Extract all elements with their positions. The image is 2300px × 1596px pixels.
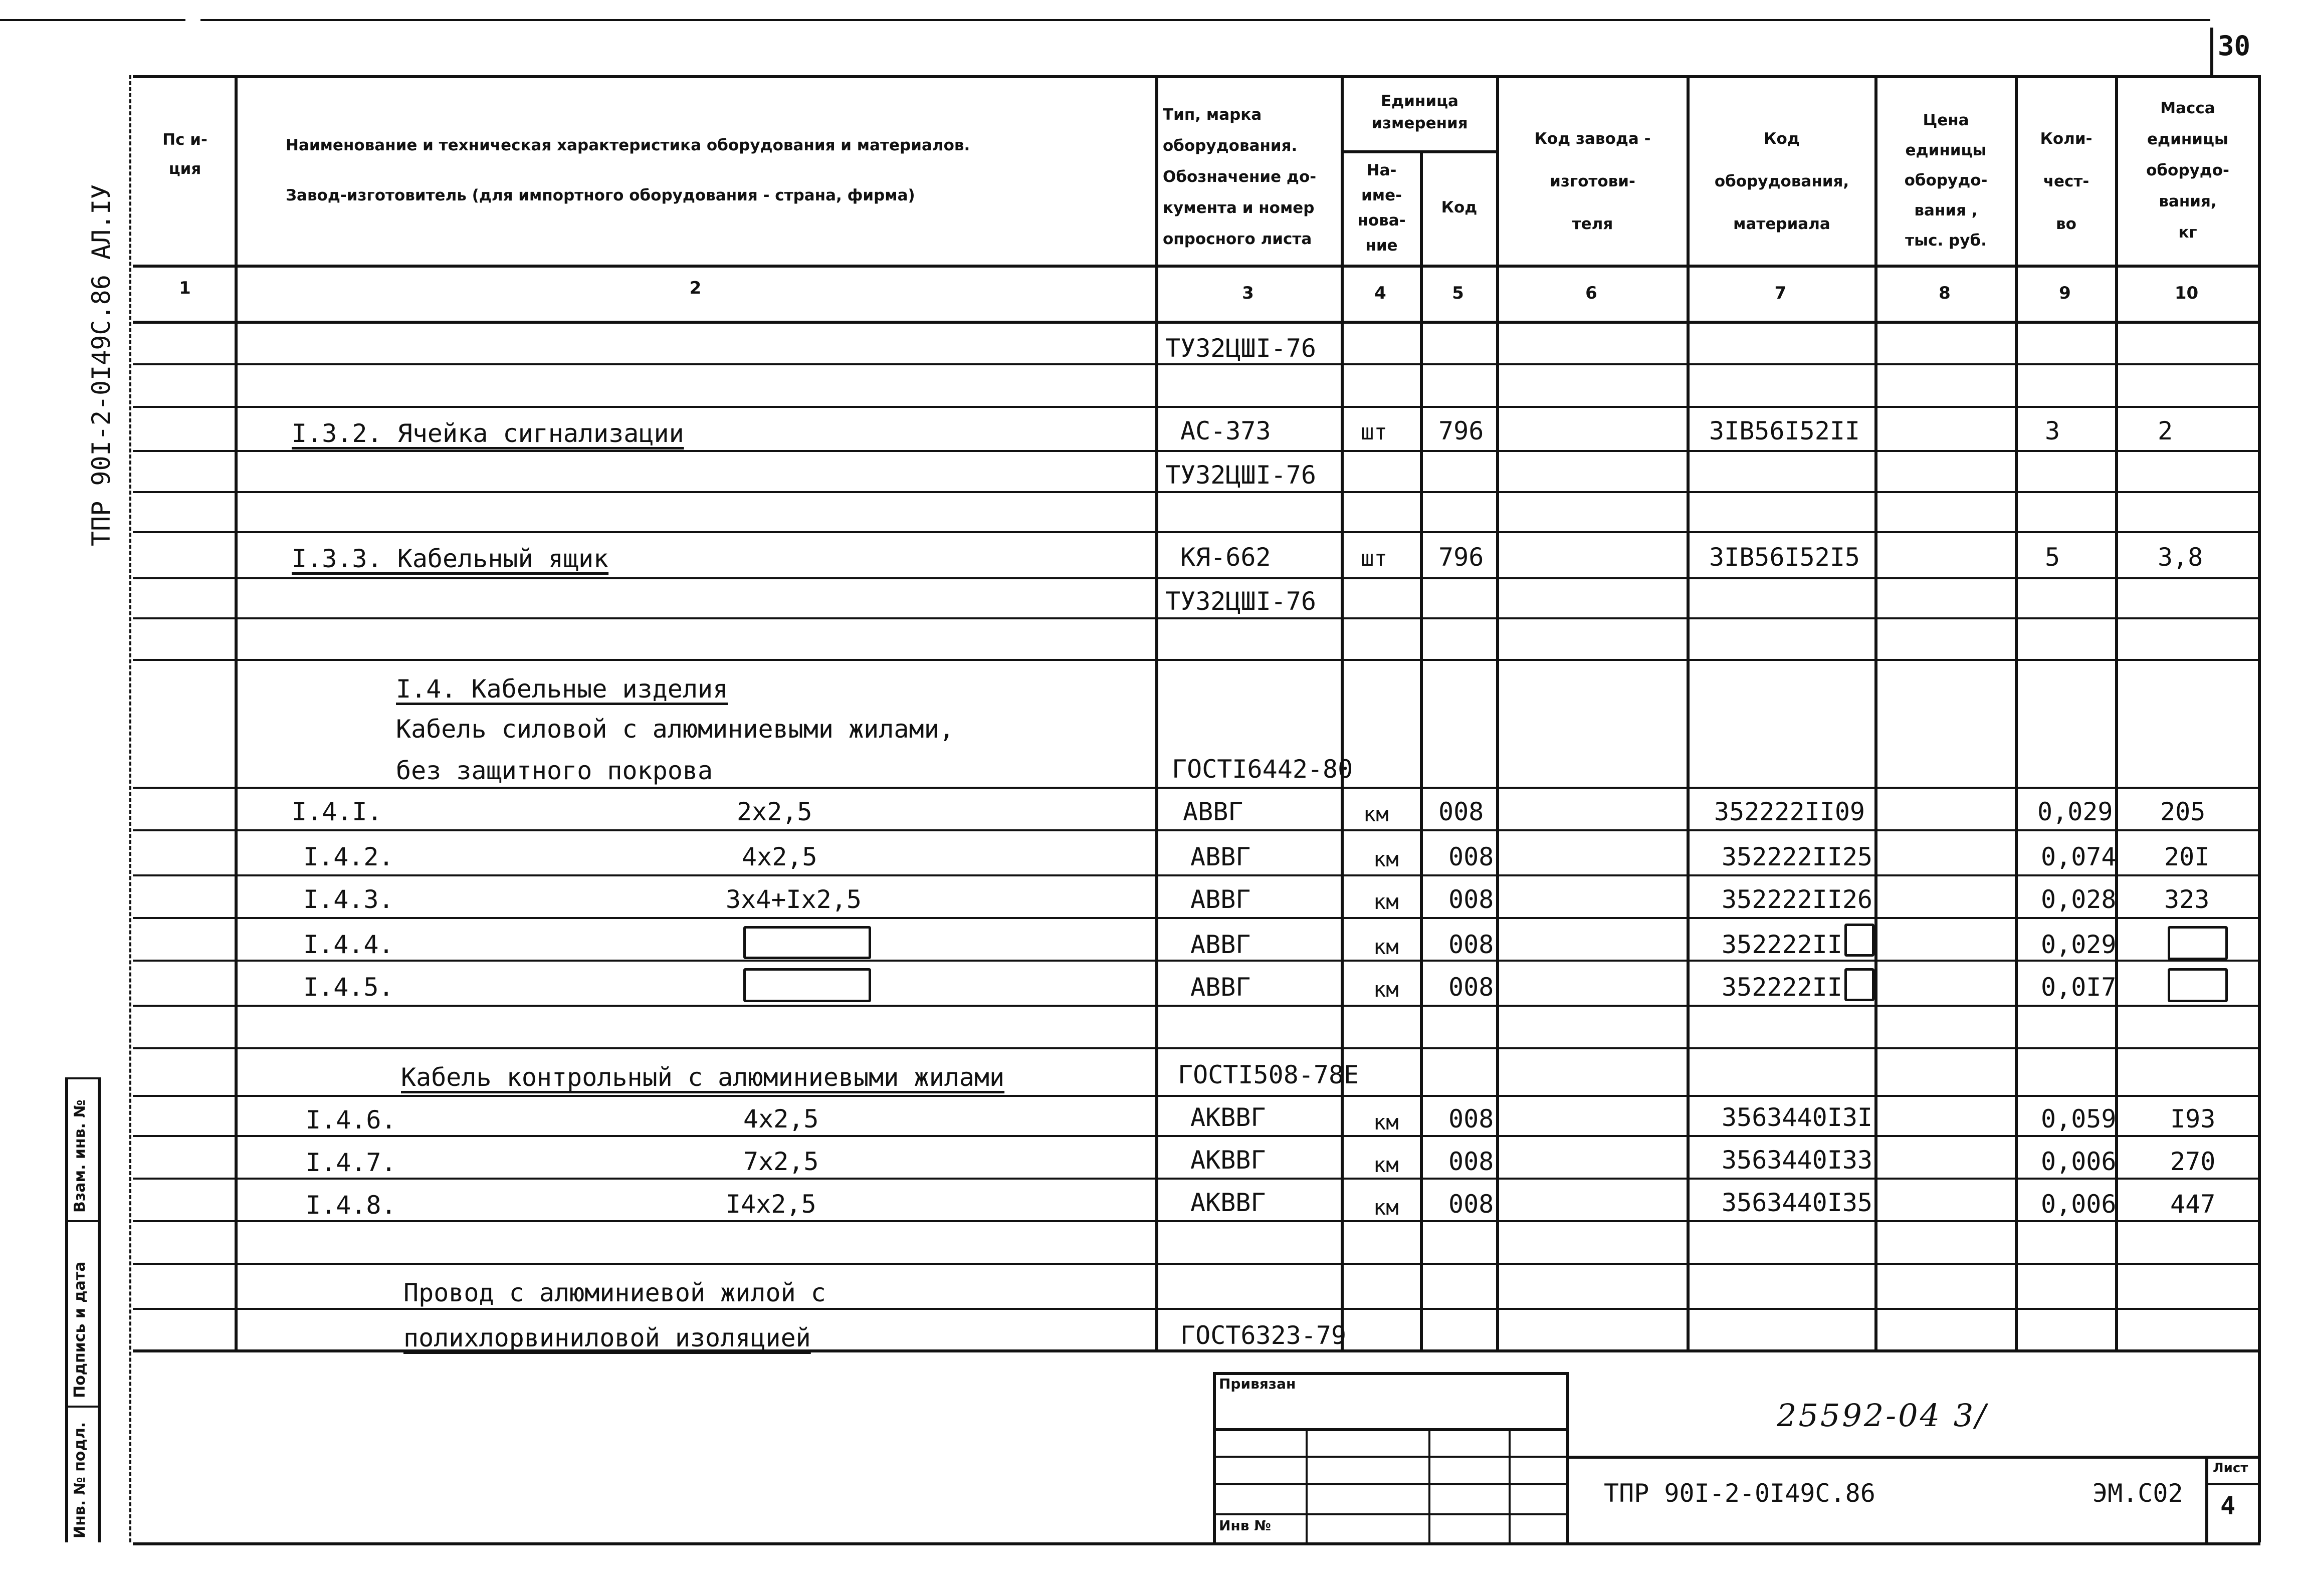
row-line [133,917,2260,919]
row-line [133,577,2260,579]
row-line [133,960,2260,962]
stamp-line [1213,1483,1566,1485]
top-border [200,19,2210,21]
row-name: Провод с алюминиевой жилой с [403,1278,826,1307]
left-strip-line [98,1077,101,1542]
row-name: I.3.2. Ячейка сигнализации [292,419,684,448]
row-mass: I93 [2170,1104,2216,1133]
header-factory-code: Код завода - изготови- теля [1534,130,1651,233]
row-type: АКВВГ [1190,1103,1266,1132]
row-name: Кабель силовой с алюминиевыми жилами, [396,715,954,744]
row-pos: I.4.5. [303,973,394,1002]
row-code: 3IВ56I52I5 [1709,543,1860,572]
col-number: 6 [1585,283,1597,303]
row-line [133,787,2260,789]
sheet-number-box [2210,28,2213,75]
row-line [133,531,2260,533]
list-box-line [2205,1483,2260,1485]
row-size: 7х2,5 [743,1147,819,1176]
left-strip-line [65,1220,98,1222]
row-name: Кабель контрольный с алюминиевыми жилами [401,1063,1005,1092]
row-code: 352222II [1722,930,1842,959]
stamp-line [1509,1428,1511,1542]
col-line [1155,75,1158,1349]
row-mass: 3,8 [2158,543,2203,572]
row-type: ГОСТ6323-79 [1180,1321,1347,1350]
col-line [1496,75,1499,1349]
empty-size-box [743,968,871,1002]
list-box-line [2205,1456,2208,1542]
row-type: ТУ32ЦШI-76 [1165,461,1317,490]
row-line [133,450,2260,452]
row-mass: 270 [2170,1147,2216,1176]
col-line [235,75,238,1349]
stamp-line [1213,1428,1566,1431]
row-line [133,659,2260,661]
row-unit-code: 796 [1438,543,1484,572]
empty-mass-box [2168,926,2228,960]
row-name: полихлорвиниловой изоляцией [403,1323,811,1352]
col-number: 10 [2174,283,2199,303]
header-unit-name: На- име- нова- ние [1357,161,1406,255]
left-strip-line [65,1077,68,1542]
strip-label-sign: Подпись и дата [71,1261,89,1398]
left-dashed-frame [129,75,131,1542]
handwritten-number: 25592-04 3/ [1777,1397,1988,1434]
row-size: I4х2,5 [726,1190,816,1219]
row-mass: 2 [2158,416,2173,445]
doc-code: ТПР 90I-2-0I49С.86 [1604,1479,1875,1508]
row-unit-code: 796 [1438,416,1484,445]
row-mass: 20I [2164,842,2210,871]
section-title: I.4. Кабельные изделия [396,674,728,704]
header-price: Цена единицы оборудо- вания , тыс. руб. [1904,111,1988,250]
row-code: 352222II [1722,973,1842,1002]
col-number: 9 [2059,283,2071,303]
col-number: 5 [1452,283,1464,303]
row-name: I.3.3. Кабельный ящик [292,544,609,573]
doc-mark: ЭМ.С02 [2093,1479,2183,1508]
row-code: 352222II25 [1722,842,1873,871]
row-qty: 3 [2045,416,2060,445]
strip-label-replace: Взам. инв. № [71,1099,89,1213]
row-line [133,1047,2260,1049]
row-unit-code: 008 [1448,1190,1494,1219]
row-unit-code: 008 [1448,930,1494,959]
col-number: 4 [1374,283,1386,303]
row-unit-code: 008 [1438,797,1484,826]
row-type: АВВГ [1190,930,1251,959]
list-number: 4 [2220,1491,2236,1520]
row-unit-code: 008 [1448,842,1494,871]
header-pos: Пс и- ция [162,131,207,178]
row-type: ТУ32ЦШI-76 [1165,334,1317,363]
row-type: АВВГ [1190,885,1251,914]
row-unit: шт [1361,546,1387,571]
row-pos: I.4.3. [303,885,394,914]
row-line [133,1220,2260,1222]
left-strip-line [65,1077,98,1079]
row-size: 4х2,5 [742,842,817,871]
row-type: ГОСТI6442-80 [1172,755,1353,784]
row-qty: 0,006 [2041,1190,2117,1219]
col-line [1874,75,1877,1349]
row-unit-code: 008 [1448,885,1494,914]
col-number: 1 [179,278,191,298]
row-unit: км [1373,847,1399,871]
row-mass: 323 [2164,885,2210,914]
row-code: 3563440I3I [1722,1103,1873,1132]
frame-bottom [133,1542,2260,1545]
row-qty: 0,006 [2041,1147,2117,1176]
stamp-line [1428,1428,1430,1542]
row-type: ГОСТI508-78Е [1178,1060,1359,1089]
col-number: 2 [689,278,702,298]
row-qty: 0,029 [2037,797,2113,826]
strip-label-inv: Инв. № подл. [71,1422,89,1538]
row-line [133,829,2260,831]
row-type: АВВГ [1190,842,1251,871]
col-number: 3 [1242,283,1254,303]
row-line [133,617,2260,619]
row-line [133,1005,2260,1007]
col-line [1341,75,1344,1349]
row-unit: км [1373,1153,1399,1177]
row-type: ТУ32ЦШI-76 [1165,587,1317,616]
stamp-line [1213,1372,1566,1375]
row-line [133,406,2260,408]
row-type: АКВВГ [1190,1188,1266,1217]
row-size: 2х2,5 [737,797,812,826]
sheet-number: 30 [2218,30,2251,62]
table-top [133,75,2260,78]
stamp-line [1213,1513,1566,1515]
row-unit: км [1373,1110,1399,1134]
row-line [133,491,2260,493]
col-line [2258,75,2261,1542]
row-line [133,1308,2260,1310]
stamp-privyazan: Привязан [1219,1376,1296,1392]
header-bottom [133,265,2260,268]
row-unit-code: 008 [1448,1147,1494,1176]
empty-mass-box [2168,968,2228,1002]
row-pos: I.4.8. [306,1191,396,1220]
row-qty: 5 [2045,543,2060,572]
header-unit: Единица измерения [1371,92,1468,132]
row-type: КЯ-662 [1180,543,1271,572]
row-pos: I.4.7. [306,1148,396,1177]
row-pos: I.4.4. [303,930,394,959]
empty-code-box [1844,924,1874,957]
empty-size-box [743,926,871,959]
row-mass: 447 [2170,1190,2216,1219]
stamp-line [1213,1456,1566,1458]
row-unit: км [1373,977,1399,1002]
row-line [133,1135,2260,1137]
row-line [133,1263,2260,1265]
row-mass: 205 [2160,797,2206,826]
unit-subheader-line [1341,150,1496,153]
row-pos: I.4.I. [292,797,382,826]
header-name: Наименование и техническая характеристика оборудования и материалов. Завод-изготовитель (для импортного оборудования - страна, фирма) [286,136,970,204]
row-type: АВВГ [1183,797,1243,826]
row-unit: шт [1361,419,1387,445]
row-type: АКВВГ [1190,1146,1266,1175]
row-qty: 0,074 [2041,842,2117,871]
header-type: Тип, марка оборудования. Обозначение до- кумента и номер опросного листа [1163,106,1317,248]
row-qty: 0,0I7 [2041,973,2117,1002]
row-pos: I.4.6. [306,1105,396,1134]
margin-code: ТПР 90I-2-0I49С.86 АЛ.IУ [87,184,116,546]
header-equipment-code: Код оборудования, материала [1714,130,1849,233]
row-code: 3IВ56I52II [1709,416,1860,445]
row-code: 3563440I35 [1722,1188,1873,1217]
row-unit: км [1373,935,1399,959]
row-size: 4х2,5 [743,1104,819,1133]
row-code: 3563440I33 [1722,1146,1873,1175]
col-number: 8 [1939,283,1951,303]
header-qty: Коли- чест- во [2040,130,2093,233]
row-qty: 0,029 [2041,930,2117,959]
row-type: АВВГ [1190,973,1251,1002]
row-qty: 0,028 [2041,885,2117,914]
stamp-line [1306,1428,1308,1542]
row-name: без защитного покрова [396,756,713,785]
row-pos: I.4.2. [303,842,394,871]
row-size: 3х4+Iх2,5 [726,885,862,914]
list-label: Лист [2213,1461,2248,1476]
top-border [0,19,185,21]
title-block-line [1566,1456,2260,1459]
row-unit: км [1373,1195,1399,1220]
col-line [2015,75,2018,1349]
row-unit-code: 008 [1448,1104,1494,1133]
row-unit: км [1363,802,1389,826]
header-mass: Масса единицы оборудо- вания, кг [2146,99,2229,242]
row-line [133,1178,2260,1180]
row-line [133,363,2260,365]
empty-code-box [1844,968,1874,1001]
row-unit: км [1373,889,1399,914]
col-line [1420,150,1423,1349]
col-line [1687,75,1690,1349]
col-number: 7 [1774,283,1787,303]
left-strip-line [65,1406,98,1408]
row-line [133,874,2260,876]
row-unit-code: 008 [1448,973,1494,1002]
row-code: 352222II26 [1722,885,1873,914]
header-unit-code: Код [1441,198,1478,216]
row-line [133,1095,2260,1097]
colnum-bottom [133,321,2260,324]
row-code: 352222II09 [1714,797,1865,826]
row-type: АС-373 [1180,416,1271,445]
stamp-inv: Инв № [1219,1517,1271,1534]
row-qty: 0,059 [2041,1104,2117,1133]
